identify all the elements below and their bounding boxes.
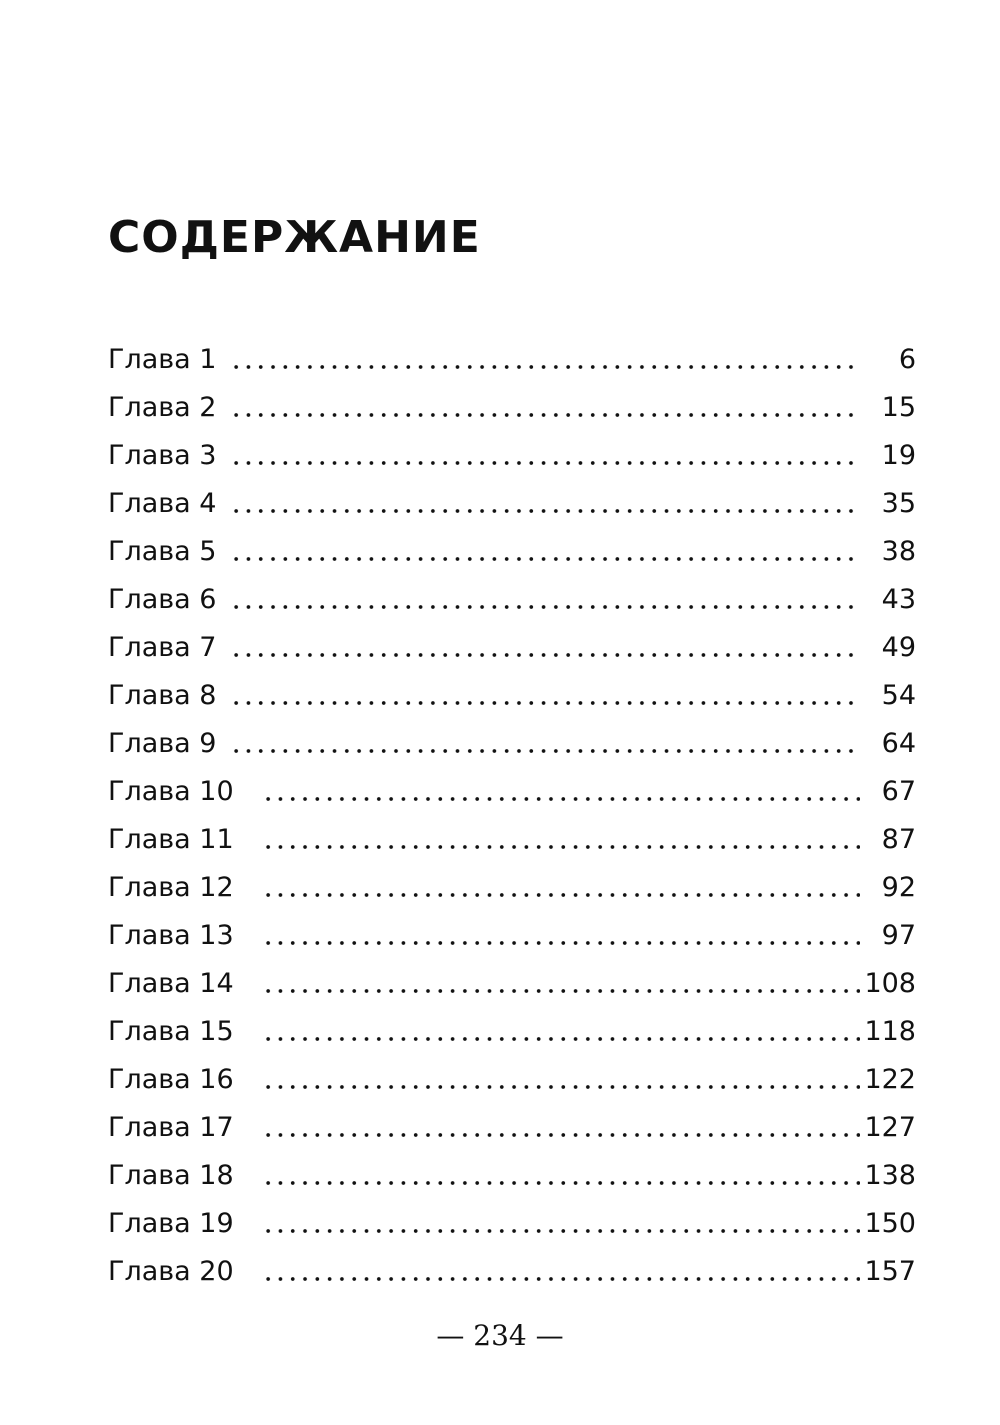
toc-entry (108, 768, 916, 816)
chapter-label: Глава 15 (108, 1016, 234, 1047)
chapter-page-number: 108 (864, 968, 916, 999)
toc-entry (108, 384, 916, 432)
chapter-label: Глава 7 (108, 632, 217, 663)
toc-entry (108, 816, 916, 864)
toc-entry (108, 912, 916, 960)
toc-entry (108, 336, 916, 384)
chapter-label: Глава 18 (108, 1160, 234, 1191)
toc-entry (108, 864, 916, 912)
chapter-label: Глава 9 (108, 728, 217, 759)
chapter-page-number: 138 (864, 1160, 916, 1191)
chapter-label: Глава 11 (108, 824, 234, 855)
chapter-label: Глава 16 (108, 1064, 234, 1095)
chapter-label: Глава 20 (108, 1256, 234, 1287)
chapter-page-number: 118 (864, 1016, 916, 1047)
toc-entry (108, 960, 916, 1008)
chapter-label: Глава 14 (108, 968, 234, 999)
toc-entry (108, 1056, 916, 1104)
chapter-label: Глава 19 (108, 1208, 234, 1239)
chapter-label: Глава 2 (108, 392, 217, 423)
toc-entry (108, 1008, 916, 1056)
chapter-page-number: 35 (881, 488, 916, 519)
chapter-label: Глава 10 (108, 776, 234, 807)
toc-entry (108, 432, 916, 480)
chapter-label: Глава 3 (108, 440, 217, 471)
chapter-page-number: 87 (881, 824, 916, 855)
chapter-label: Глава 8 (108, 680, 217, 711)
toc-entry (108, 672, 916, 720)
chapter-page-number: 92 (881, 872, 916, 903)
chapter-page-number: 49 (881, 632, 916, 663)
chapter-page-number: 64 (881, 728, 916, 759)
chapter-page-number: 97 (881, 920, 916, 951)
chapter-page-number: 43 (881, 584, 916, 615)
toc-entry (108, 1152, 916, 1200)
chapter-label: Глава 1 (108, 344, 217, 375)
chapter-label: Глава 13 (108, 920, 234, 951)
chapter-page-number: 122 (864, 1064, 916, 1095)
toc-entry (108, 480, 916, 528)
page-title: СОДЕРЖАНИЕ (108, 212, 481, 263)
toc-entry (108, 528, 916, 576)
table-of-contents (108, 336, 916, 1296)
chapter-label: Глава 12 (108, 872, 234, 903)
chapter-page-number: 67 (881, 776, 916, 807)
chapter-page-number: 15 (881, 392, 916, 423)
toc-entry (108, 576, 916, 624)
dot-leader (262, 1255, 860, 1303)
toc-entry (108, 1200, 916, 1248)
toc-entry (108, 720, 916, 768)
chapter-page-number: 127 (864, 1112, 916, 1143)
toc-entry (108, 1248, 916, 1296)
toc-entry (108, 624, 916, 672)
chapter-page-number: 54 (881, 680, 916, 711)
chapter-page-number: 6 (898, 344, 916, 375)
chapter-label: Глава 17 (108, 1112, 234, 1143)
chapter-label: Глава 4 (108, 488, 217, 519)
chapter-label: Глава 6 (108, 584, 217, 615)
chapter-page-number: 38 (881, 536, 916, 567)
chapter-page-number: 150 (864, 1208, 916, 1239)
toc-entry (108, 1104, 916, 1152)
chapter-page-number: 19 (881, 440, 916, 471)
chapter-label: Глава 5 (108, 536, 217, 567)
page-number: — 234 — (436, 1319, 564, 1352)
chapter-page-number: 157 (864, 1256, 916, 1287)
